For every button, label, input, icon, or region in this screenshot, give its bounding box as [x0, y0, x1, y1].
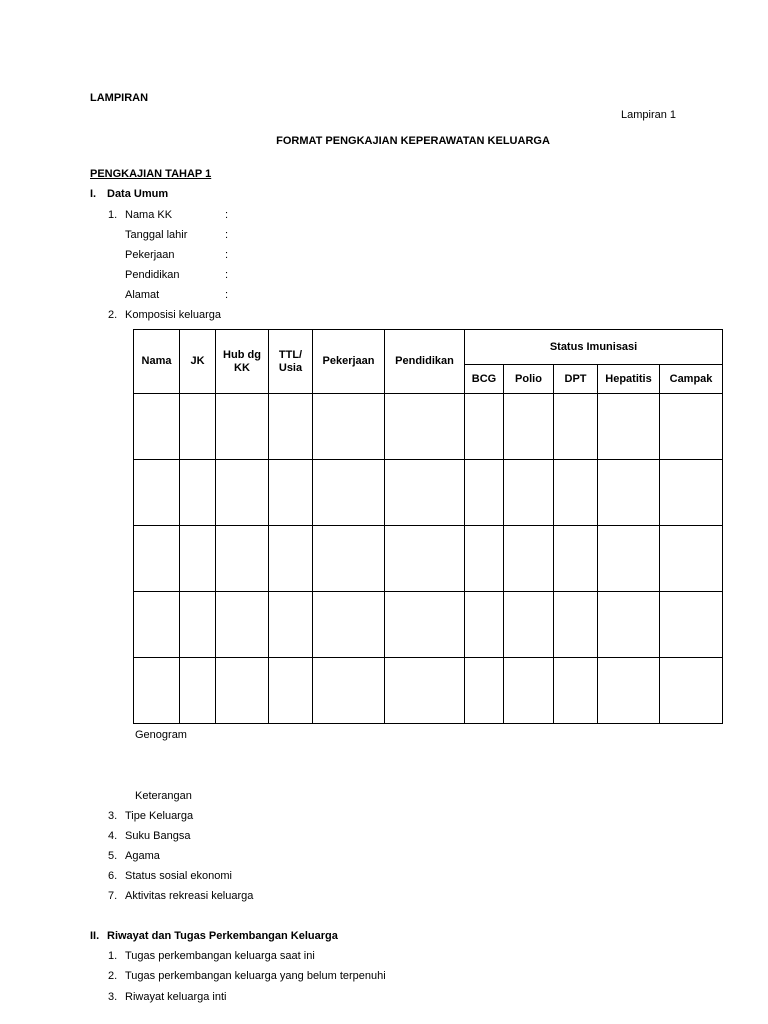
list-item-suku-bangsa: Suku Bangsa — [125, 830, 191, 842]
table-cell — [554, 592, 598, 658]
table-cell — [134, 526, 180, 592]
table-cell — [134, 592, 180, 658]
list-item-number: 6. — [108, 870, 118, 882]
table-cell — [598, 658, 660, 724]
table-cell — [180, 592, 216, 658]
table-cell — [269, 460, 313, 526]
table-cell — [269, 526, 313, 592]
part1-number: I. — [90, 188, 97, 200]
header-hepatitis: Hepatitis — [598, 365, 660, 394]
field-colon: : — [225, 249, 229, 261]
list-item-number: 1. — [108, 950, 118, 962]
table-cell — [504, 394, 554, 460]
field-label-tanggal-lahir: Tanggal lahir — [125, 229, 188, 241]
part1-title: Data Umum — [107, 188, 169, 200]
header-campak: Campak — [660, 365, 723, 394]
table-row — [134, 394, 723, 460]
table-cell — [504, 526, 554, 592]
table-cell — [504, 658, 554, 724]
part2-number: II. — [90, 930, 100, 942]
table-cell — [180, 394, 216, 460]
family-composition-table — [133, 329, 723, 724]
list-item-number: 2. — [108, 970, 118, 982]
table-cell — [216, 460, 269, 526]
table-row — [134, 592, 723, 658]
table-row — [134, 460, 723, 526]
table-row — [134, 658, 723, 724]
lampiran-heading: LAMPIRAN — [90, 92, 149, 104]
table-row — [134, 526, 723, 592]
header-ttl-usia: TTL/ Usia — [269, 330, 313, 394]
table-cell — [465, 460, 504, 526]
table-cell — [385, 592, 465, 658]
header-status-imunisasi: Status Imunisasi — [465, 330, 723, 365]
table-cell — [598, 592, 660, 658]
table-cell — [660, 460, 723, 526]
list-item-number: 4. — [108, 830, 118, 842]
list-item-status-sosial-ekonomi: Status sosial ekonomi — [125, 870, 232, 882]
table-cell — [660, 658, 723, 724]
table-body — [134, 394, 723, 724]
part2-title: Riwayat dan Tugas Perkembangan Keluarga — [107, 930, 338, 942]
table-cell — [269, 592, 313, 658]
header-hub-dg-kk: Hub dg KK — [216, 330, 269, 394]
table-cell — [313, 526, 385, 592]
table-cell — [180, 658, 216, 724]
list-item-number: 3. — [108, 810, 118, 822]
table-cell — [134, 460, 180, 526]
table-cell — [554, 394, 598, 460]
table-cell — [216, 658, 269, 724]
table-cell — [313, 460, 385, 526]
list-item-agama: Agama — [125, 850, 160, 862]
table-cell — [313, 394, 385, 460]
field-label-nama-kk: Nama KK — [125, 209, 173, 221]
table-cell — [385, 460, 465, 526]
table-cell — [660, 526, 723, 592]
table-cell — [660, 592, 723, 658]
list-item-aktivitas-rekreasi: Aktivitas rekreasi keluarga — [125, 890, 254, 902]
table-cell — [269, 394, 313, 460]
field-colon: : — [225, 269, 229, 281]
header-nama: Nama — [134, 330, 180, 394]
header-polio: Polio — [504, 365, 554, 394]
table-cell — [216, 394, 269, 460]
list-item-tipe-keluarga: Tipe Keluarga — [125, 810, 194, 822]
table-cell — [598, 460, 660, 526]
table-cell — [504, 592, 554, 658]
list-item-tugas-saat-ini: Tugas perkembangan keluarga saat ini — [125, 950, 315, 962]
table-cell — [554, 526, 598, 592]
field-label-alamat: Alamat — [125, 289, 160, 301]
table-cell — [313, 592, 385, 658]
table-cell — [465, 526, 504, 592]
item2-number: 2. — [108, 309, 118, 321]
list-item-number: 3. — [108, 991, 118, 1003]
item2-label: Komposisi keluarga — [125, 309, 221, 321]
table-cell — [134, 658, 180, 724]
field-colon: : — [225, 229, 229, 241]
table-cell — [385, 394, 465, 460]
header-dpt: DPT — [554, 365, 598, 394]
table-cell — [180, 460, 216, 526]
field-label-pendidikan: Pendidikan — [125, 269, 180, 281]
table-cell — [465, 394, 504, 460]
table-cell — [216, 526, 269, 592]
table-cell — [465, 592, 504, 658]
item1-number: 1. — [108, 209, 118, 221]
lampiran-number: Lampiran 1 — [621, 109, 677, 121]
table-cell — [134, 394, 180, 460]
table-cell — [385, 526, 465, 592]
table-cell — [554, 460, 598, 526]
field-label-pekerjaan: Pekerjaan — [125, 249, 175, 261]
keterangan-label: Keterangan — [135, 790, 192, 802]
section-heading: PENGKAJIAN TAHAP 1 — [90, 168, 212, 180]
document-title: FORMAT PENGKAJIAN KEPERAWATAN KELUARGA — [276, 135, 550, 147]
list-item-number: 7. — [108, 890, 118, 902]
table-cell — [598, 526, 660, 592]
header-jk: JK — [180, 330, 216, 394]
list-item-number: 5. — [108, 850, 118, 862]
field-colon: : — [225, 209, 229, 221]
table-cell — [465, 658, 504, 724]
header-bcg: BCG — [465, 365, 504, 394]
table-cell — [180, 526, 216, 592]
table-cell — [313, 658, 385, 724]
genogram-label: Genogram — [135, 729, 187, 741]
table-cell — [216, 592, 269, 658]
table-cell — [269, 658, 313, 724]
table-cell — [660, 394, 723, 460]
field-colon: : — [225, 289, 229, 301]
list-item-riwayat-keluarga-inti: Riwayat keluarga inti — [125, 991, 227, 1003]
list-item-tugas-belum-terpenuhi: Tugas perkembangan keluarga yang belum terpenuhi — [125, 970, 386, 982]
table-cell — [504, 460, 554, 526]
table-cell — [554, 658, 598, 724]
table-cell — [598, 394, 660, 460]
header-pekerjaan: Pekerjaan — [313, 330, 385, 394]
header-pendidikan: Pendidikan — [385, 330, 465, 394]
table-cell — [385, 658, 465, 724]
